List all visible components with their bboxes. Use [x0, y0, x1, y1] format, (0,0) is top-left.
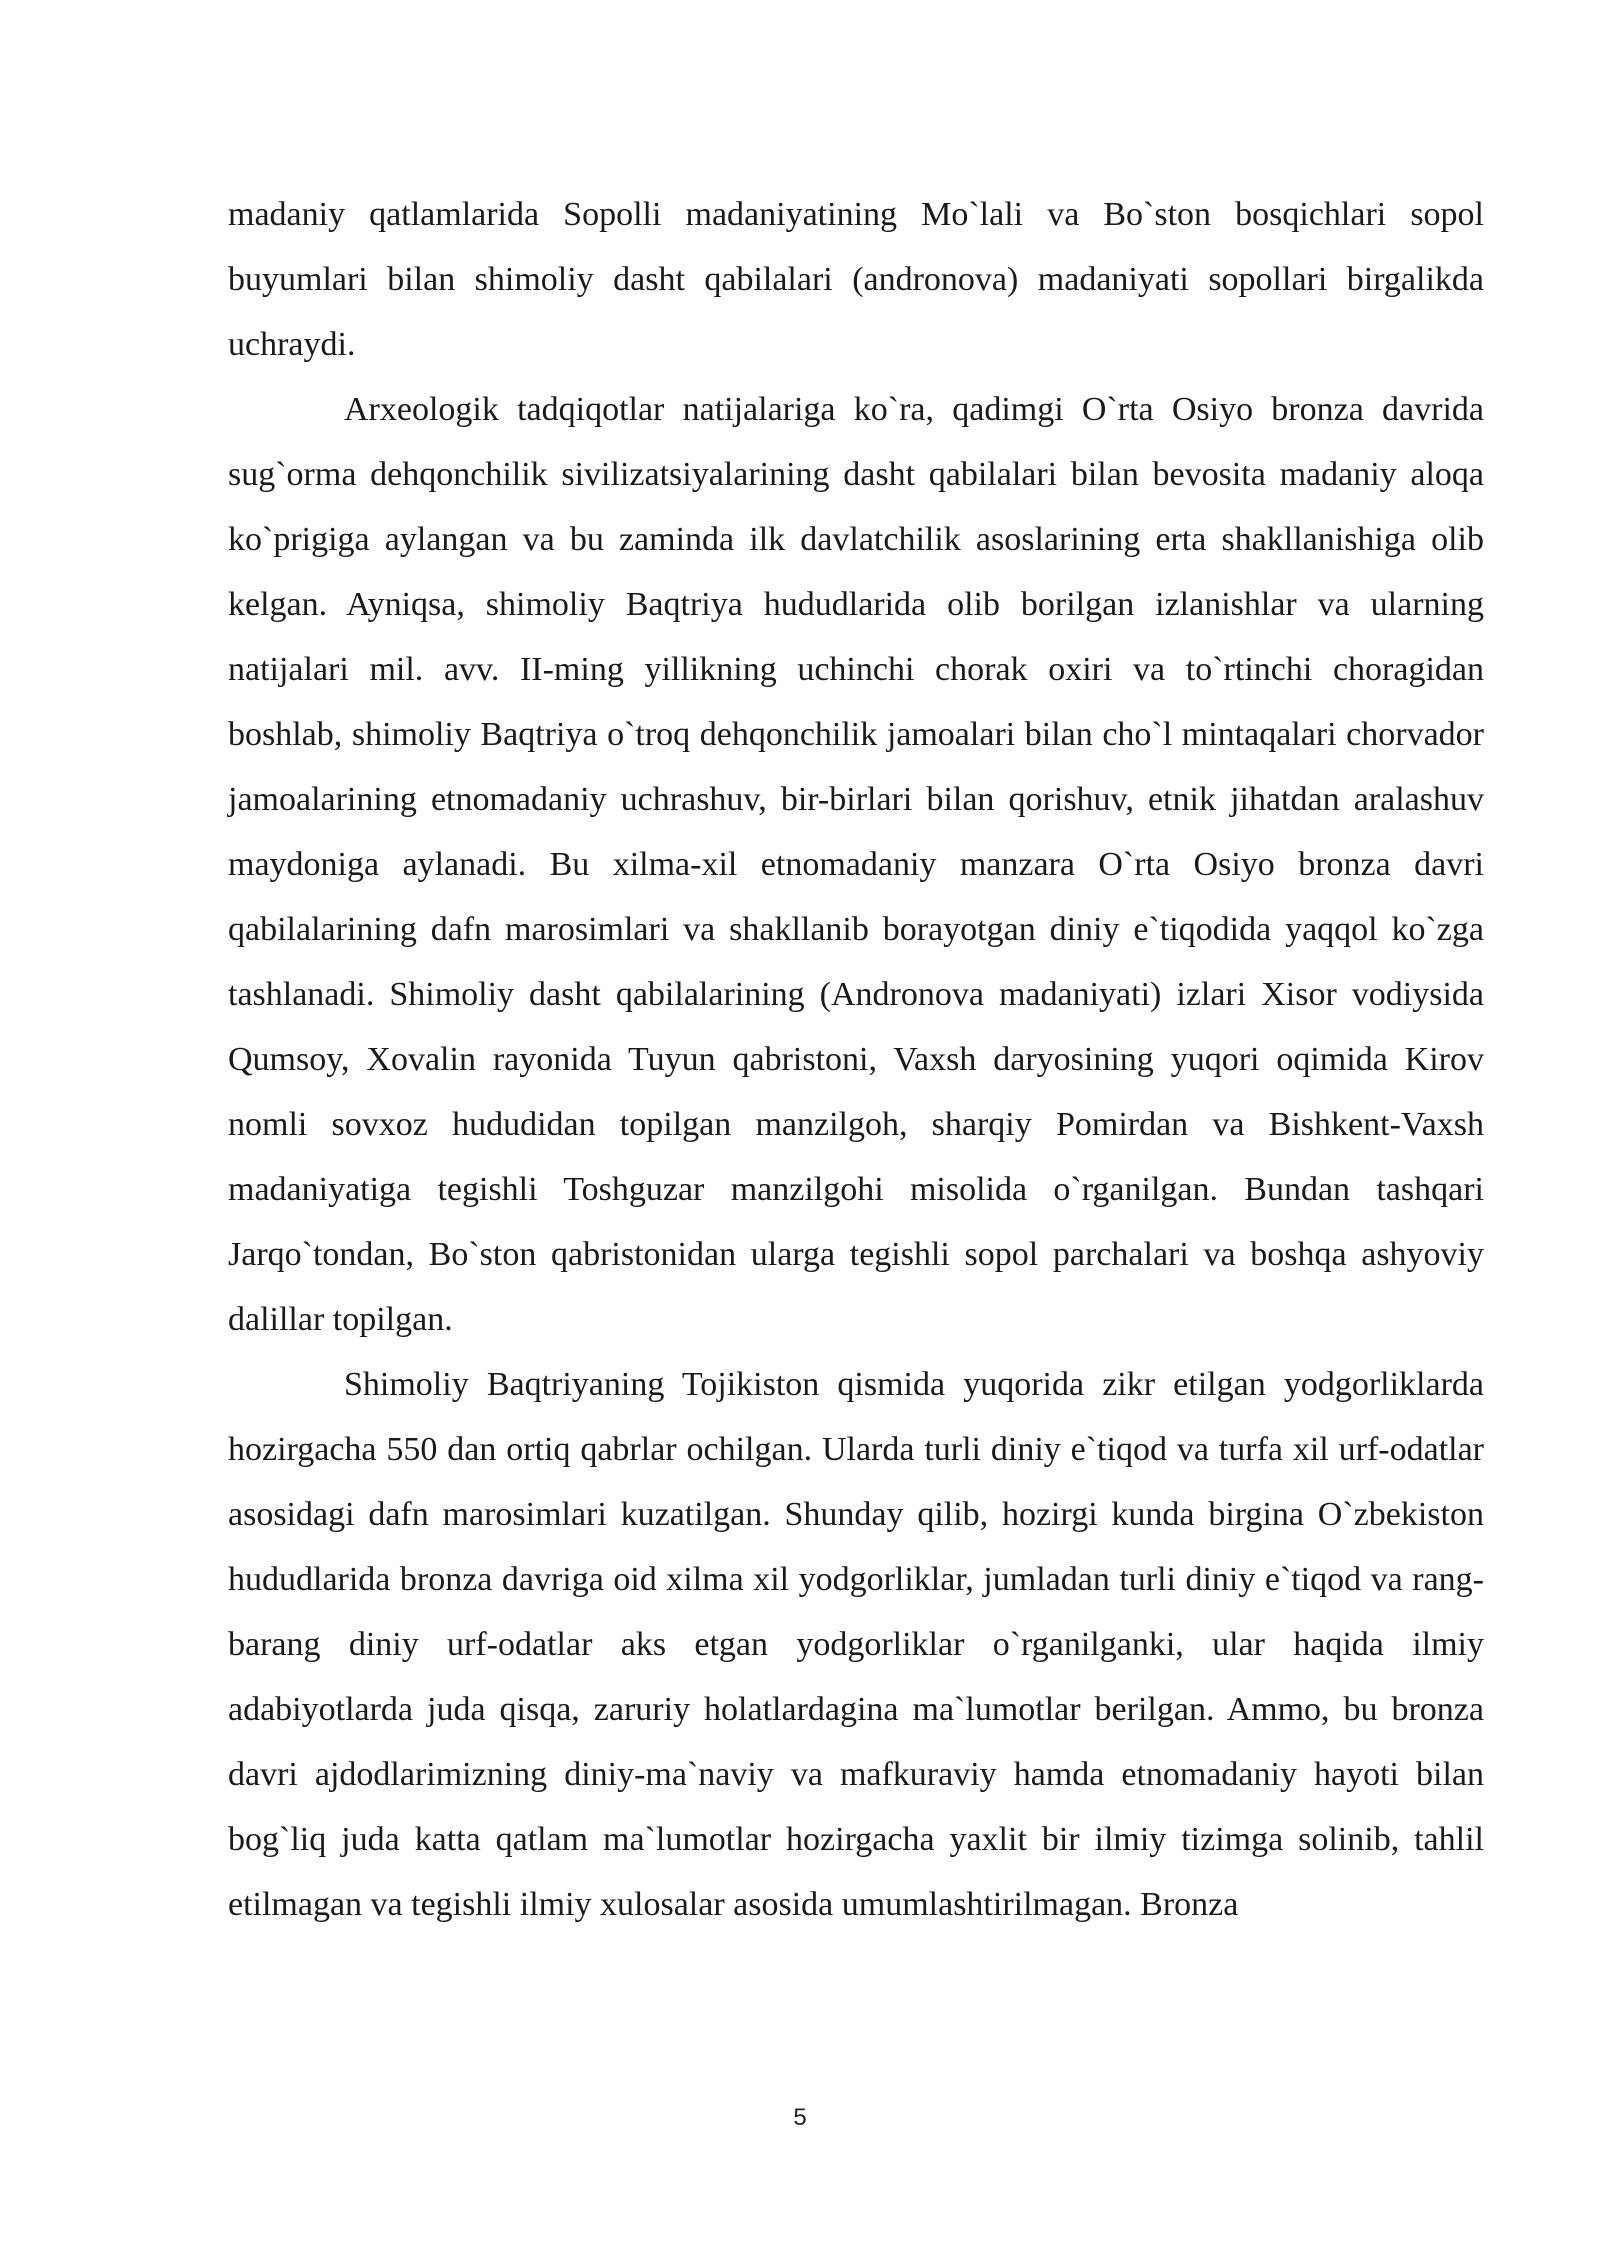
page-number: 5	[793, 2104, 807, 2131]
paragraph-northern-bactria: Shimoliy Baqtriyaning Tojikiston qismida yuqorida zikr etilgan yodgorliklarda hozirgacha 550 dan ortiq qabrlar ochilgan. Ularda turli diniy e`tiqod va turfa xil urf-odatlar asosidagi dafn marosimlari kuzatilgan. Shunday qilib, hozirgi kunda birgina O`zbekiston hududlarida bronza davriga oid xilma xil yodgorliklar, jumladan turli diniy e`tiqod va rang-barang diniy urf-odatlar aks etgan yodgorliklar o`rganilganki, ular haqida ilmiy adabiyotlarda juda qisqa, zaruriy holatlardagina ma`lumotlar berilgan. Ammo, bu bronza davri ajdodlarimizning diniy-ma`naviy va mafkuraviy hamda etnomadaniy hayoti bilan bog`liq juda katta qatlam ma`lumotlar hozirgacha yaxlit bir ilmiy tizimga solinib, tahlil etilmagan va tegishli ilmiy xulosalar asosida umumlashtirilmagan. Bronza	[228, 1366, 1484, 1923]
body-text	[228, 182, 1484, 1937]
paragraph-archaeological-research: Arxeologik tadqiqotlar natijalariga ko`ra, qadimgi O`rta Osiyo bronza davrida sug`orma dehqonchilik sivilizatsiyalarining dasht qabilalari bilan bevosita madaniy aloqa ko`prigiga aylangan va bu zaminda ilk davlatchilik asoslarining erta shakllanishiga olib kelgan. Ayniqsa, shimoliy Baqtriya hududlarida olib borilgan izlanishlar va ularning natijalari mil. avv. II-ming yillikning uchinchi chorak oxiri va to`rtinchi choragidan boshlab, shimoliy Baqtriya o`troq dehqonchilik jamoalari bilan cho`l mintaqalari chorvador jamoalarining etnomadaniy uchrashuv, bir-birlari bilan qorishuv, etnik jihatdan aralashuv maydoniga aylanadi. Bu xilma-xil etnomadaniy manzara O`rta Osiyo bronza davri qabilalarining dafn marosimlari va shakllanib borayotgan diniy e`tiqodida yaqqol ko`zga tashlanadi. Shimoliy dasht qabilalarining (Andronova madaniyati) izlari Xisor vodiysida Qumsoy, Xovalin rayonida Tuyun qabristoni, Vaxsh daryosining yuqori oqimida Kirov nomli sovxoz hududidan topilgan manzilgoh, sharqiy Pomirdan va Bishkent-Vaxsh madaniyatiga tegishli Toshguzar manzilgohi misolida o`rganilgan. Bundan tashqari Jarqo`tondan, Bo`ston qabristonidan ularga tegishli sopol parchalari va boshqa ashyoviy dalillar topilgan.	[228, 391, 1484, 1338]
paragraph-continuation: madaniy qatlamlarida Sopolli madaniyatining Mo`lali va Bo`ston bosqichlari sopol buyumlari bilan shimoliy dasht qabilalari (andronova) madaniyati sopollari birgalikda uchraydi.	[228, 196, 1484, 363]
